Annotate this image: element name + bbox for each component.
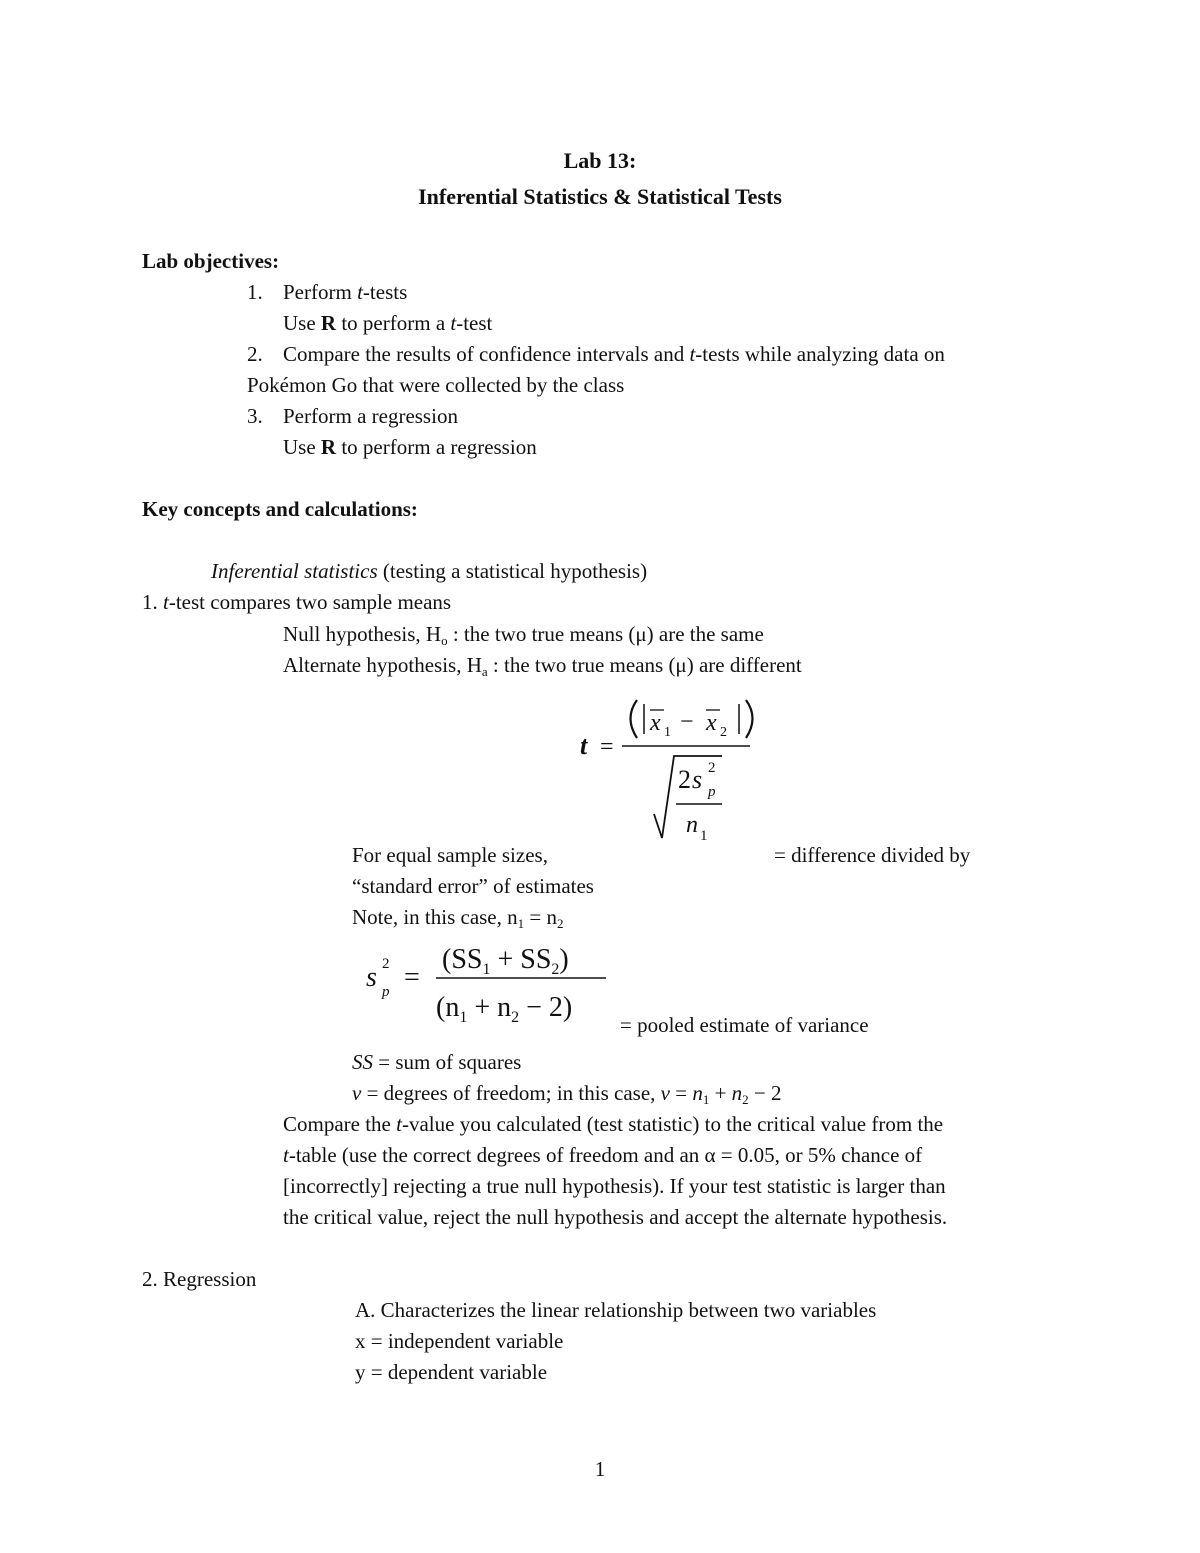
objective-item-2 xyxy=(247,344,945,365)
objective-text: Compare the results of confidence intervals and xyxy=(283,342,690,366)
r-bold: R xyxy=(320,311,337,335)
objective-number: 3. xyxy=(247,404,263,428)
v-formula-sub2: 2 xyxy=(742,1092,749,1107)
compare-line-4: the critical value, reject the null hypothesis and accept the alternate hypothesis. xyxy=(283,1205,948,1229)
objective-item-1 xyxy=(247,282,407,303)
sp-den-rest: − 2) xyxy=(519,992,573,1023)
objective-text: to perform a xyxy=(336,311,451,335)
null-sub: o xyxy=(441,633,448,648)
alt-text: : the two true means (μ) are different xyxy=(487,653,802,677)
v-definition xyxy=(352,1081,782,1107)
formula-right-paren xyxy=(746,700,753,738)
compare-line-2 xyxy=(283,1145,922,1166)
ttest-number: 1. xyxy=(142,590,163,614)
t-italic: t xyxy=(396,1112,402,1136)
objective-item-1-sub xyxy=(283,313,492,334)
null-text: Null hypothesis, H xyxy=(283,622,442,646)
page-number: 1 xyxy=(594,1457,606,1481)
v-italic: v xyxy=(352,1081,362,1105)
sp-numerator xyxy=(442,944,569,978)
note-text: = n xyxy=(524,905,557,929)
objective-item-3 xyxy=(247,406,458,427)
sp-num-ss2: + SS xyxy=(490,944,552,975)
sp-sup: 2 xyxy=(382,956,390,972)
title-line-1: Lab 13: xyxy=(563,148,637,173)
ss-italic: SS xyxy=(352,1050,373,1074)
title-line-2: Inferential Statistics & Statistical Tests xyxy=(418,184,782,209)
formula-s-sup: 2 xyxy=(708,760,716,776)
v-formula-n2: n xyxy=(731,1081,743,1105)
t-italic: t xyxy=(689,342,696,366)
v-text: = degrees of freedom; in this case, xyxy=(361,1081,661,1105)
v-formula-v: v xyxy=(660,1081,670,1105)
equal-sample-sizes: For equal sample sizes, xyxy=(352,843,548,867)
v-formula-sub1: 1 xyxy=(702,1092,710,1107)
formula-x1: x xyxy=(650,710,661,736)
objective-number: 1. xyxy=(247,280,263,304)
inferential-italic: Inferential statistics xyxy=(211,559,378,583)
sp-den-n2: + n xyxy=(467,992,512,1023)
sp-denominator xyxy=(436,992,572,1026)
regression-a: A. Characterizes the linear relationship between two variables xyxy=(355,1298,877,1322)
compare-line-1 xyxy=(283,1114,943,1135)
objective-text: Use xyxy=(283,435,321,459)
ttest-line xyxy=(142,592,451,613)
objective-text: to perform a regression xyxy=(336,435,537,459)
note-sub: 2 xyxy=(556,916,564,931)
formula-minus: − xyxy=(680,709,694,735)
formula-n-sub: 1 xyxy=(700,828,708,844)
inferential-rest: (testing a statistical hypothesis) xyxy=(377,559,648,583)
ttest-text: -test compares two sample means xyxy=(168,590,452,614)
formula-left-paren xyxy=(631,700,638,738)
v-formula-tail: − 2 xyxy=(748,1081,782,1105)
pooled-estimate: = pooled estimate of variance xyxy=(620,1013,869,1037)
sp-num-ss1: (SS xyxy=(442,944,483,975)
objective-text: Perform a regression xyxy=(283,404,458,428)
difference-divided: = difference divided by xyxy=(774,843,971,867)
regression-heading: 2. Regression xyxy=(142,1267,257,1291)
t-italic: t xyxy=(357,280,363,304)
sp-num-sub2: 2 xyxy=(551,961,560,978)
regression-y: y = dependent variable xyxy=(355,1360,548,1384)
sp-den-n1: (n xyxy=(436,992,460,1023)
t-statistic-formula xyxy=(570,696,770,856)
sp-s: s xyxy=(366,962,377,993)
sp-eq: = xyxy=(404,962,420,993)
compare-text: -table (use the correct degrees of freedom and an α = 0.05, or 5% chance of xyxy=(288,1143,923,1167)
inferential-statistics-line xyxy=(211,561,647,582)
compare-text: -value you calculated (test statistic) to the critical value from the xyxy=(401,1112,944,1136)
formula-x2-sub: 2 xyxy=(720,725,727,740)
objective-text: -tests xyxy=(362,280,408,304)
standard-error: “standard error” of estimates xyxy=(352,874,594,898)
alt-text: Alternate hypothesis, H xyxy=(283,653,482,677)
alternate-hypothesis xyxy=(283,653,802,679)
null-text: : the two true means (μ) are the same xyxy=(447,622,764,646)
objective-text: -test xyxy=(456,311,493,335)
sp-num-close: ) xyxy=(559,944,569,975)
objective-text: Perform xyxy=(283,280,358,304)
alt-sub: a xyxy=(481,664,488,679)
null-hypothesis xyxy=(283,622,764,648)
t-italic: t xyxy=(450,311,457,335)
ss-text: = sum of squares xyxy=(373,1050,522,1074)
objective-number: 2. xyxy=(247,342,263,366)
objective-item-3-sub xyxy=(283,437,537,458)
sp-den-sub2: 2 xyxy=(511,1009,520,1026)
ss-definition xyxy=(352,1052,521,1073)
objective-text: Use xyxy=(283,311,321,335)
compare-text: Compare the xyxy=(283,1112,397,1136)
t-italic: t xyxy=(163,590,169,614)
formula-two: 2 xyxy=(678,765,691,794)
formula-x2: x xyxy=(706,710,717,736)
formula-n: n xyxy=(686,812,698,838)
regression-x: x = independent variable xyxy=(355,1329,564,1353)
note-sub: 1 xyxy=(517,916,525,931)
pooled-variance-formula xyxy=(360,934,620,1030)
objectives-heading: Lab objectives: xyxy=(142,249,280,273)
v-formula-plus: + xyxy=(709,1081,732,1105)
sp-num-sub1: 1 xyxy=(482,961,491,978)
t-italic: t xyxy=(283,1143,289,1167)
sp-sub: p xyxy=(382,984,390,1000)
v-formula-n1: n xyxy=(692,1081,703,1105)
compare-line-3: [incorrectly] rejecting a true null hypothesis). If your test statistic is larger than xyxy=(283,1174,946,1198)
r-bold: R xyxy=(320,435,337,459)
note-text: Note, in this case, n xyxy=(352,905,518,929)
objective-text: -tests while analyzing data on xyxy=(695,342,945,366)
objective-item-2-cont: Pokémon Go that were collected by the class xyxy=(247,373,625,397)
formula-s-sub: p xyxy=(708,784,716,800)
sp-den-sub1: 1 xyxy=(459,1009,468,1026)
v-formula-eq: = xyxy=(669,1081,693,1105)
formula-x1-sub: 1 xyxy=(664,725,671,740)
formula-s: s xyxy=(692,765,703,794)
note-n1-n2 xyxy=(352,905,564,931)
concepts-heading: Key concepts and calculations: xyxy=(142,497,418,521)
formula-t-eq: = xyxy=(600,734,614,760)
formula-t-lhs: t xyxy=(580,731,588,760)
